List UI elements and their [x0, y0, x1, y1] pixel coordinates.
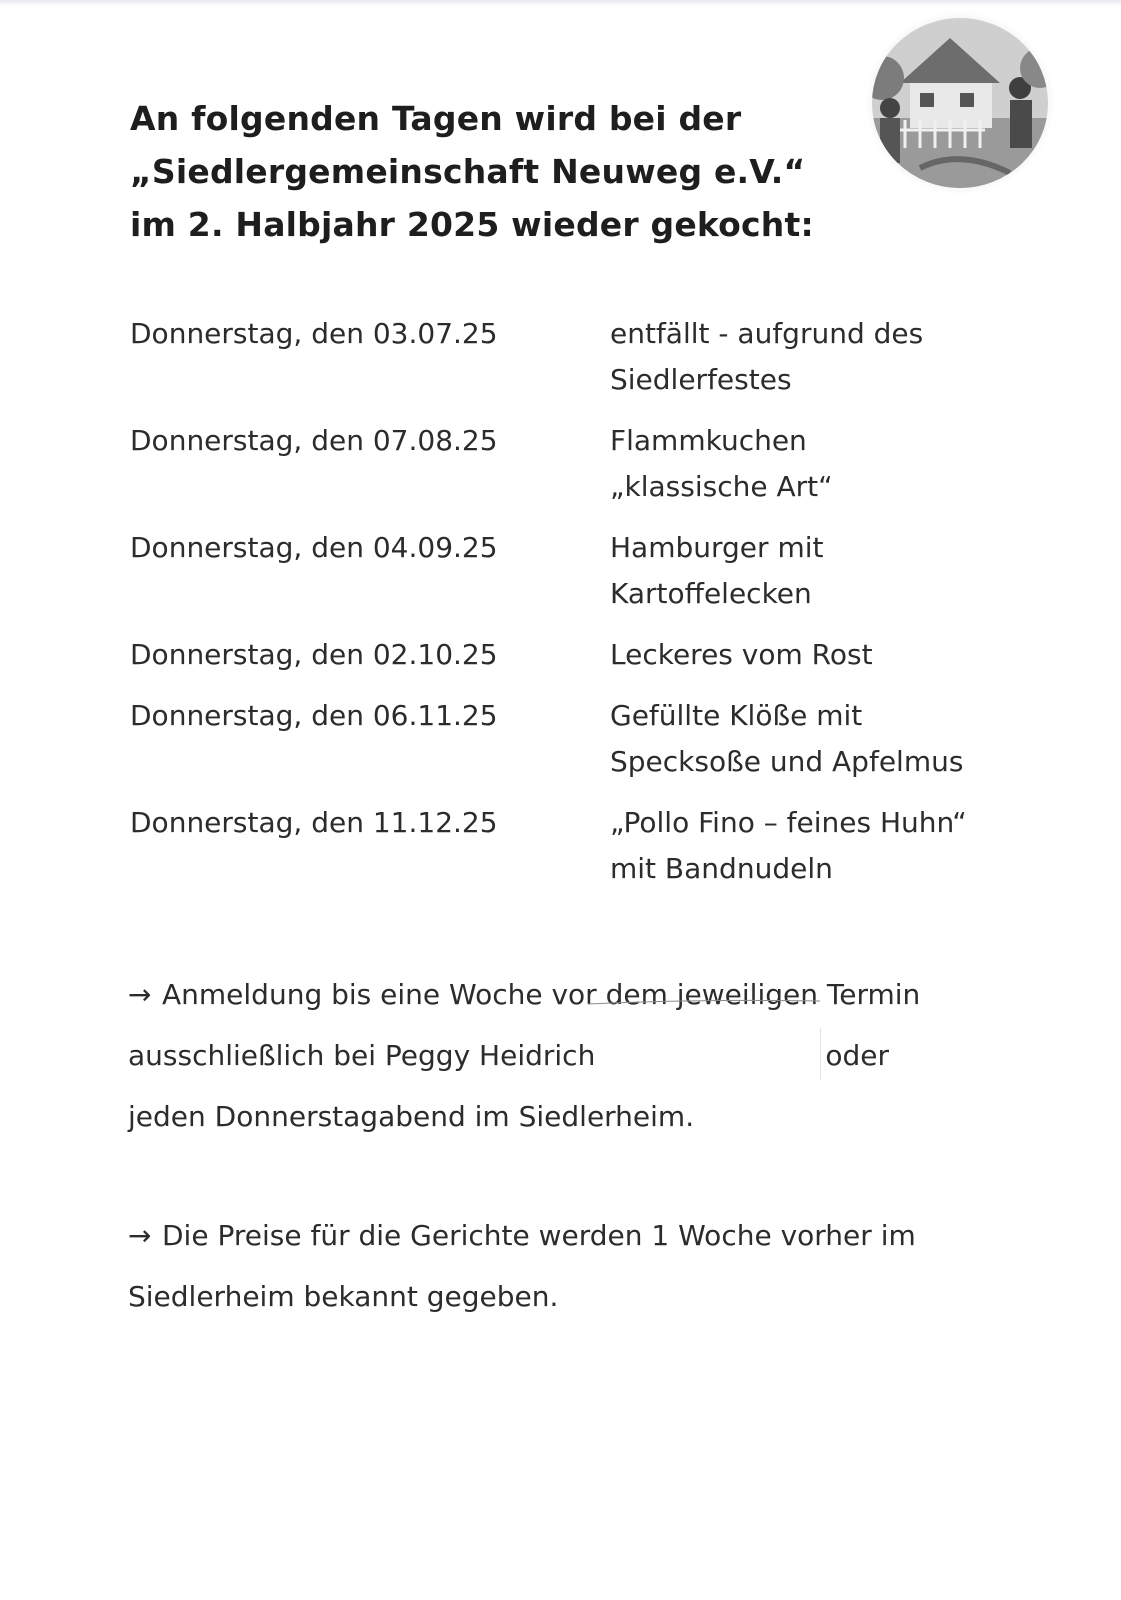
- dish-line: Flammkuchen: [610, 424, 807, 457]
- prices-line-1: [128, 1205, 988, 1266]
- title-line-2: „Siedlergemeinschaft Neuweg e.V.“: [130, 152, 806, 191]
- prices-line-2: Siedlerheim bekannt gegeben.: [128, 1280, 559, 1313]
- dish-line: Specksoße und Apfelmus: [610, 745, 964, 778]
- registration-line-2: [128, 1025, 988, 1086]
- schedule-row: [130, 418, 1010, 510]
- schedule-date: Donnerstag, den 03.07.25: [130, 317, 498, 350]
- registration-text-2-end: oder: [825, 1039, 889, 1072]
- prices-note: [128, 1205, 988, 1327]
- dish-line: Leckeres vom Rost: [610, 638, 873, 671]
- pen-underline-mark: [588, 998, 820, 1006]
- arrow-right-icon: →: [128, 978, 152, 1011]
- dish-line: Gefüllte Klöße mit: [610, 699, 863, 732]
- registration-line-1: [128, 964, 988, 1025]
- schedule-date: Donnerstag, den 04.09.25: [130, 531, 498, 564]
- schedule-row: [130, 632, 1010, 678]
- schedule-dish: [610, 525, 1010, 617]
- schedule-row: [130, 525, 1010, 617]
- schedule-date: Donnerstag, den 06.11.25: [130, 699, 498, 732]
- schedule-date: Donnerstag, den 02.10.25: [130, 638, 498, 671]
- title-line-3: im 2. Halbjahr 2025 wieder gekocht:: [130, 205, 814, 244]
- schedule-row: [130, 693, 1010, 785]
- prices-text-1: Die Preise für die Gerichte werden 1 Woche vorher im: [162, 1219, 916, 1252]
- schedule-dish: [610, 693, 1010, 785]
- arrow-right-icon: →: [128, 1219, 152, 1252]
- scan-edge: [0, 0, 1121, 6]
- schedule-row: [130, 311, 1010, 403]
- registration-line-3: jeden Donnerstagabend im Siedlerheim.: [128, 1100, 695, 1133]
- club-logo-house-garden-image: [860, 8, 1060, 198]
- schedule-dish: [610, 418, 1010, 510]
- schedule-row: [130, 800, 1010, 892]
- page-title: [130, 92, 890, 251]
- dish-line: „klassische Art“: [610, 470, 833, 503]
- registration-note: [128, 964, 988, 1147]
- schedule-dish: [610, 311, 1010, 403]
- dish-line: mit Bandnudeln: [610, 852, 833, 885]
- paper-crease-mark: [820, 1028, 821, 1080]
- registration-text-2: ausschließlich bei Peggy Heidrich: [128, 1039, 596, 1072]
- dish-line: entfällt - aufgrund des: [610, 317, 924, 350]
- schedule-dish: [610, 800, 1010, 892]
- dish-line: Hamburger mit: [610, 531, 824, 564]
- cooking-schedule: [130, 311, 1010, 907]
- dish-line: Kartoffelecken: [610, 577, 812, 610]
- dish-line: Siedlerfestes: [610, 363, 792, 396]
- schedule-date: Donnerstag, den 11.12.25: [130, 806, 498, 839]
- schedule-date: Donnerstag, den 07.08.25: [130, 424, 498, 457]
- dish-line: „Pollo Fino – feines Huhn“: [610, 806, 967, 839]
- registration-text-1: Anmeldung bis eine Woche vor dem jeweiligen Termin: [162, 978, 921, 1011]
- title-line-1: An folgenden Tagen wird bei der: [130, 99, 742, 138]
- schedule-dish: [610, 632, 1010, 678]
